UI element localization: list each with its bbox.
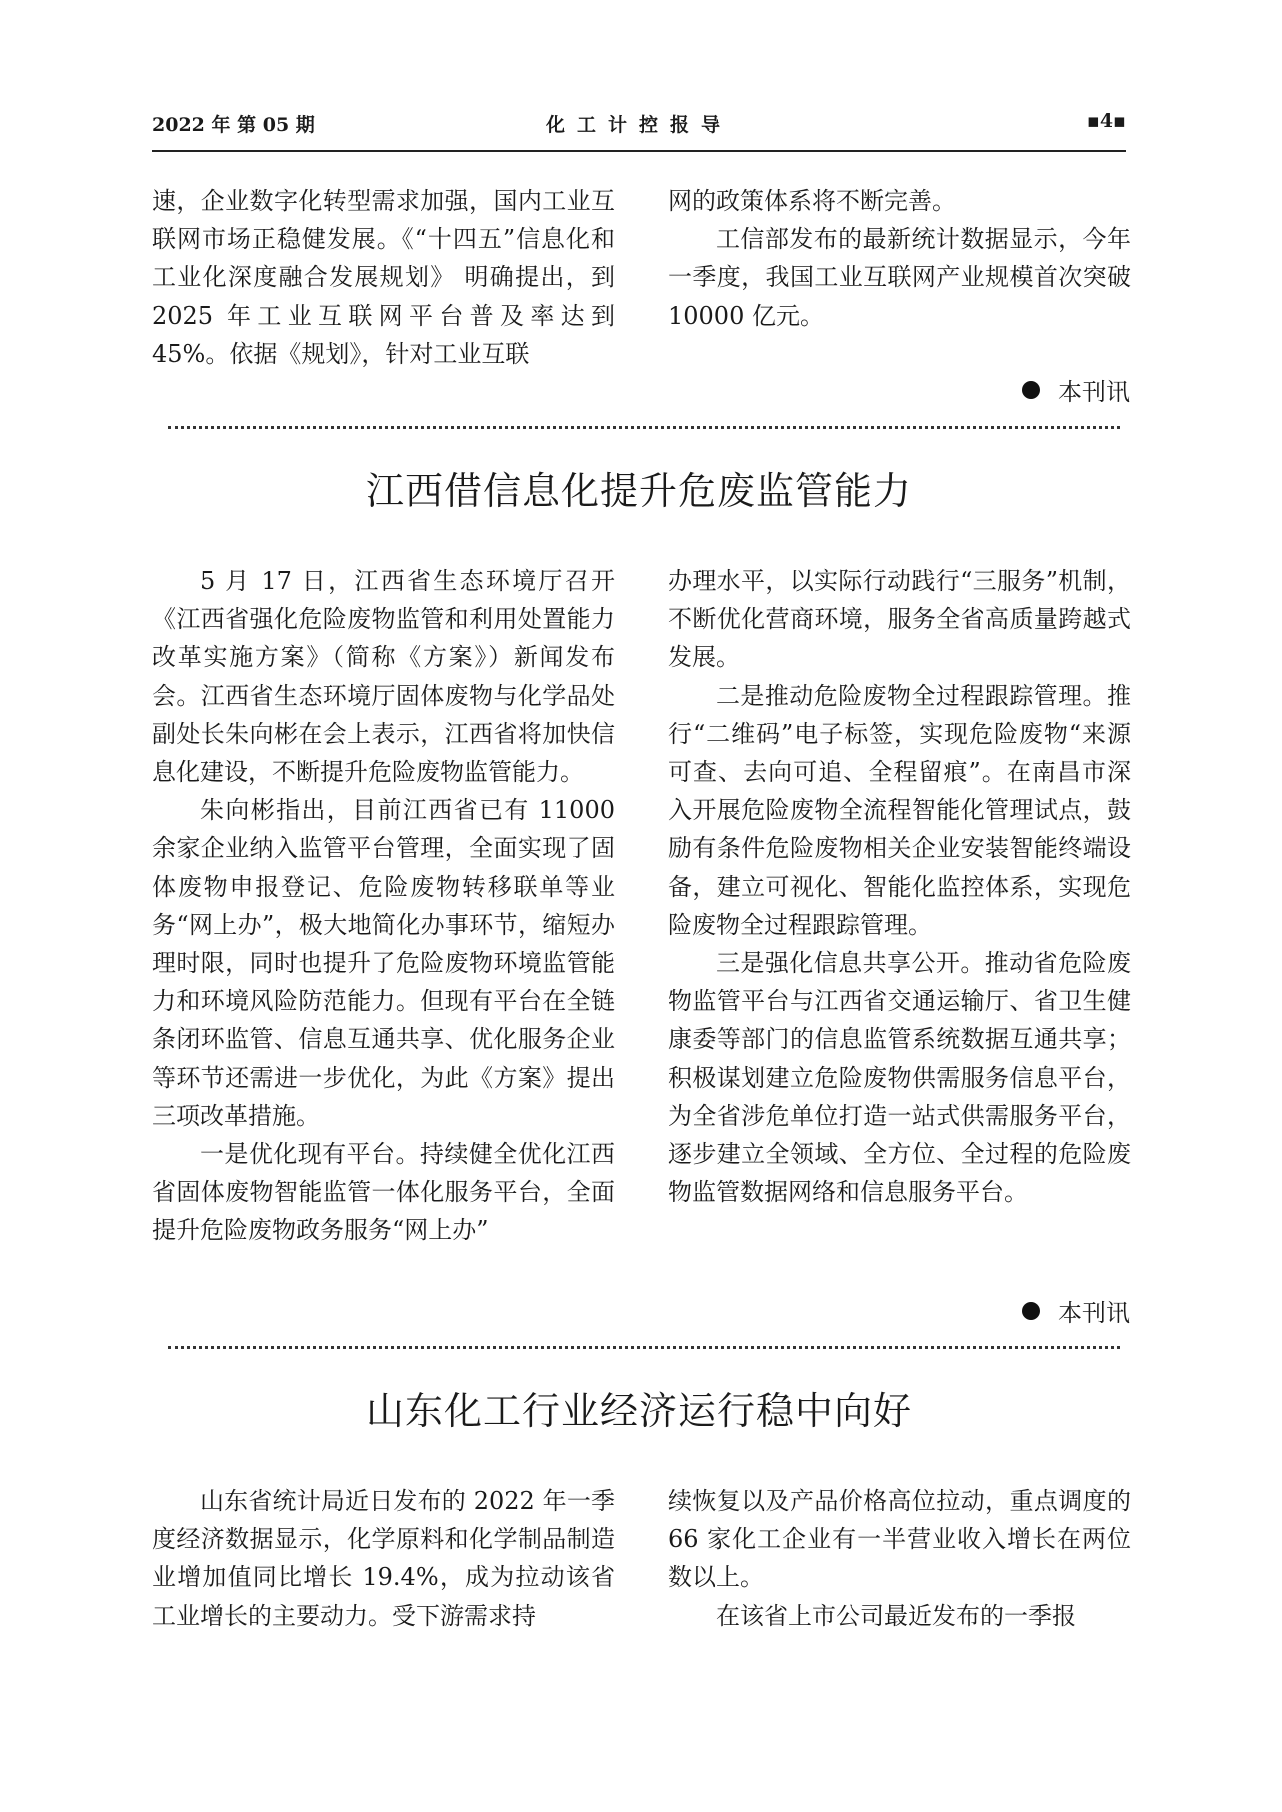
issue-label: 2022 年 第 05 期 — [152, 114, 315, 136]
article3-paragraph: 在该省上市公司最近发布的一季报 — [716, 1601, 1076, 1630]
article2-paragraph: 三是强化信息共享公开。推动省危险废物监管平台与江西省交通运输厅、省卫生健康委等部门的信息监管系统数据互通共享；积极谋划建立危险废物供需服务信息平台，为全省涉危单位打造一站式供需服务平台，逐步建立全领域、全方位、全过程的危险废物监管数据网络和信息服务平台。 — [668, 949, 1131, 1207]
section-divider — [168, 1346, 1120, 1349]
article2-paragraph: 二是推动危险废物全过程跟踪管理。推行“二维码”电子标签，实现危险废物“来源可查、去向可追、全程留痕”。在南昌市深入开展危险废物全流程智能化管理试点，鼓励有条件危险废物相关企业安装智能终端设备，建立可视化、智能化监控体系，实现危险废物全过程跟踪管理。 — [668, 681, 1131, 939]
article2-title: 江西借信息化提升危废监管能力 — [365, 469, 912, 513]
section-divider — [168, 426, 1120, 429]
article1-paragraph: 速，企业数字化转型需求加强，国内工业互联网市场正稳健发展。《“十四五”信息化和工业化深度融合发展规划》 明确提出，到 2025 年工业互联网平台普及率达到 45%。依据《规划》，针对工业互联 — [152, 187, 615, 368]
header-rule — [152, 150, 1126, 152]
article3-right-column — [668, 1482, 1131, 1635]
article2-paragraph: 朱向彬指出，目前江西省已有 11000 余家企业纳入监管平台管理，全面实现了固体废物申报登记、危险废物转移联单等业务“网上办”，极大地简化办事环节，缩短办理时限，同时也提升了危险废物环境监管能力和环境风险防范能力。但现有平台在全链条闭环监管、信息互通共享、优化服务企业等环节还需进一步优化，为此《方案》提出三项改革措施。 — [152, 796, 615, 1130]
byline-text: 本刊讯 — [1058, 378, 1130, 406]
article3-paragraph: 山东省统计局近日发布的 2022 年一季度经济数据显示，化学原料和化学制品制造业增加值同比增长 19.4%，成为拉动该省工业增长的主要动力。受下游需求持 — [152, 1487, 615, 1630]
byline-text: 本刊讯 — [1058, 1299, 1130, 1327]
article1-right-column — [668, 182, 1131, 335]
article1-paragraph: 网的政策体系将不断完善。 — [668, 187, 956, 215]
article2-paragraph: 办理水平，以实际行动践行“三服务”机制，不断优化营商环境，服务全省高质量跨越式发展。 — [668, 567, 1131, 672]
article3-title: 山东化工行业经济运行稳中向好 — [365, 1389, 912, 1433]
page-header — [152, 110, 1126, 150]
bullet-icon — [1022, 381, 1040, 399]
page-number: ▪4▪ — [1087, 110, 1126, 132]
article2-byline — [1022, 1293, 1130, 1328]
article2-paragraph: 5 月 17 日，江西省生态环境厅召开《江西省强化危险废物监管和利用处置能力改革实施方案》（简称《方案》）新闻发布会。江西省生态环境厅固体废物与化学品处副处长朱向彬在会上表示，江西省将加快信息化建设，不断提升危险废物监管能力。 — [152, 567, 615, 787]
article3-left-column — [152, 1482, 615, 1635]
article2-left-column — [152, 562, 615, 1250]
article1-left-column — [152, 182, 615, 373]
article1-paragraph: 工信部发布的最新统计数据显示，今年一季度，我国工业互联网产业规模首次突破 10000 亿元。 — [668, 225, 1131, 330]
article1-byline — [1022, 372, 1130, 407]
journal-title: 化工计控报导 — [545, 114, 732, 136]
article2-paragraph: 一是优化现有平台。持续健全优化江西省固体废物智能监管一体化服务平台，全面提升危险废物政务服务“网上办” — [152, 1140, 615, 1245]
article2-right-column — [668, 562, 1131, 1211]
bullet-icon — [1022, 1302, 1040, 1320]
article3-paragraph: 续恢复以及产品价格高位拉动，重点调度的 66 家化工企业有一半营业收入增长在两位数以上。 — [668, 1487, 1131, 1592]
